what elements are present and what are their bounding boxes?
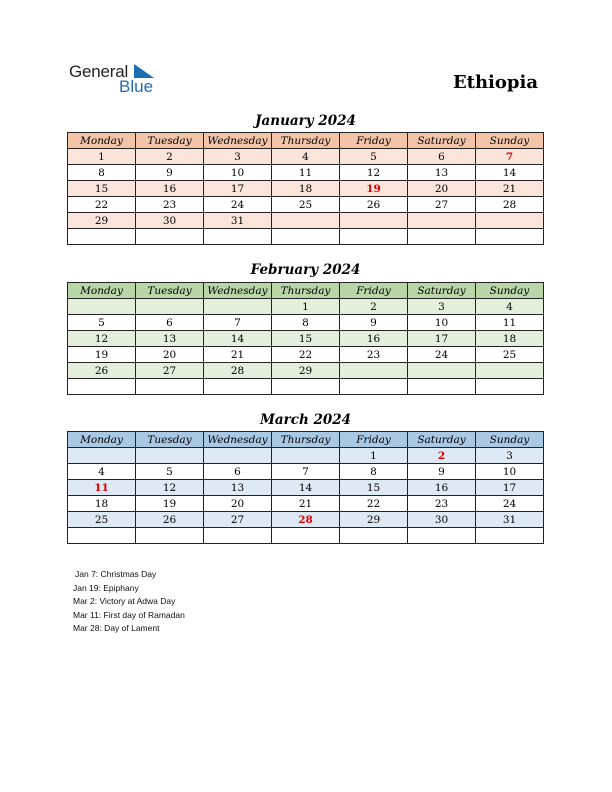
day-cell: 28 <box>272 512 340 528</box>
day-cell: 12 <box>340 165 408 181</box>
day-cell <box>204 528 272 544</box>
day-cell <box>408 379 476 395</box>
week-row <box>68 181 544 197</box>
calendar-march <box>67 431 544 544</box>
day-cell: 16 <box>408 480 476 496</box>
day-cell <box>136 299 204 315</box>
day-cell: 10 <box>476 464 544 480</box>
day-cell: 4 <box>272 149 340 165</box>
day-cell: 29 <box>272 363 340 379</box>
day-cell: 26 <box>68 363 136 379</box>
day-cell: 18 <box>272 181 340 197</box>
weekday-header: Tuesday <box>136 283 204 299</box>
day-cell: 13 <box>204 480 272 496</box>
day-cell: 10 <box>204 165 272 181</box>
day-cell: 24 <box>476 496 544 512</box>
weekday-header: Wednesday <box>204 283 272 299</box>
holiday-note: Jan 7: Christmas Day <box>75 569 157 579</box>
day-cell: 21 <box>272 496 340 512</box>
weekday-header: Friday <box>340 133 408 149</box>
day-cell: 18 <box>68 496 136 512</box>
day-cell <box>136 528 204 544</box>
day-cell: 1 <box>272 299 340 315</box>
day-cell: 11 <box>272 165 340 181</box>
week-row <box>68 528 544 544</box>
day-cell: 11 <box>476 315 544 331</box>
day-cell: 4 <box>476 299 544 315</box>
week-row <box>68 331 544 347</box>
day-cell <box>136 229 204 245</box>
day-cell: 22 <box>340 496 408 512</box>
day-cell: 3 <box>408 299 476 315</box>
day-cell: 20 <box>408 181 476 197</box>
weekday-header: Sunday <box>476 432 544 448</box>
holiday-note: Mar 28: Day of Lament <box>73 623 160 633</box>
day-cell: 28 <box>476 197 544 213</box>
day-cell <box>340 213 408 229</box>
day-cell: 25 <box>476 347 544 363</box>
day-cell: 27 <box>136 363 204 379</box>
day-cell: 28 <box>204 363 272 379</box>
month-title-march: March 2024 <box>259 412 352 428</box>
day-cell: 7 <box>272 464 340 480</box>
day-cell: 1 <box>340 448 408 464</box>
weekday-header: Monday <box>68 133 136 149</box>
day-cell: 5 <box>340 149 408 165</box>
day-cell: 12 <box>68 331 136 347</box>
weekday-header: Wednesday <box>204 432 272 448</box>
week-row <box>68 213 544 229</box>
calendar-body <box>68 149 544 245</box>
day-cell: 7 <box>204 315 272 331</box>
week-row <box>68 480 544 496</box>
day-cell <box>204 448 272 464</box>
day-cell: 29 <box>340 512 408 528</box>
day-cell <box>272 379 340 395</box>
day-cell <box>68 379 136 395</box>
day-cell <box>68 448 136 464</box>
day-cell: 23 <box>340 347 408 363</box>
day-cell <box>476 213 544 229</box>
day-cell <box>68 229 136 245</box>
day-cell: 20 <box>136 347 204 363</box>
week-row <box>68 149 544 165</box>
day-cell <box>204 299 272 315</box>
day-cell: 31 <box>204 213 272 229</box>
weekday-header: Friday <box>340 432 408 448</box>
week-row <box>68 229 544 245</box>
day-cell: 15 <box>340 480 408 496</box>
weekday-header: Wednesday <box>204 133 272 149</box>
week-row <box>68 363 544 379</box>
week-row <box>68 379 544 395</box>
week-row <box>68 448 544 464</box>
day-cell <box>136 448 204 464</box>
day-cell: 3 <box>204 149 272 165</box>
day-cell: 21 <box>204 347 272 363</box>
day-cell: 2 <box>136 149 204 165</box>
day-cell: 22 <box>272 347 340 363</box>
day-cell <box>68 299 136 315</box>
day-cell: 26 <box>340 197 408 213</box>
day-cell <box>476 528 544 544</box>
weekday-header: Saturday <box>408 133 476 149</box>
country-title: Ethiopia <box>452 72 538 93</box>
day-cell: 8 <box>340 464 408 480</box>
day-cell: 9 <box>136 165 204 181</box>
day-cell: 25 <box>272 197 340 213</box>
day-cell <box>408 363 476 379</box>
day-cell <box>476 229 544 245</box>
day-cell: 11 <box>68 480 136 496</box>
day-cell: 27 <box>408 197 476 213</box>
day-cell <box>272 528 340 544</box>
day-cell: 8 <box>68 165 136 181</box>
day-cell <box>340 229 408 245</box>
day-cell: 19 <box>136 496 204 512</box>
day-cell: 10 <box>408 315 476 331</box>
day-cell: 23 <box>408 496 476 512</box>
month-title-january: January 2024 <box>255 113 356 129</box>
day-cell: 16 <box>340 331 408 347</box>
day-cell: 14 <box>204 331 272 347</box>
day-cell: 3 <box>476 448 544 464</box>
day-cell: 24 <box>408 347 476 363</box>
calendar-february <box>67 282 544 395</box>
day-cell: 30 <box>408 512 476 528</box>
day-cell <box>272 213 340 229</box>
calendar-body <box>68 299 544 395</box>
day-cell <box>408 528 476 544</box>
day-cell <box>408 229 476 245</box>
day-cell: 13 <box>136 331 204 347</box>
day-cell: 17 <box>408 331 476 347</box>
day-cell: 16 <box>136 181 204 197</box>
day-cell: 9 <box>408 464 476 480</box>
weekday-header-row <box>68 432 544 448</box>
calendar-body <box>68 448 544 544</box>
logo-word-blue: Blue <box>119 77 154 96</box>
holiday-notes <box>73 568 185 636</box>
holiday-note: Mar 11: First day of Ramadan <box>73 609 185 620</box>
weekday-header: Monday <box>68 283 136 299</box>
weekday-header: Tuesday <box>136 432 204 448</box>
holiday-note: Mar 2: Victory at Adwa Day <box>73 596 176 606</box>
week-row <box>68 299 544 315</box>
day-cell: 19 <box>340 181 408 197</box>
weekday-header: Thursday <box>272 432 340 448</box>
day-cell: 29 <box>68 213 136 229</box>
day-cell: 17 <box>204 181 272 197</box>
weekday-header: Friday <box>340 283 408 299</box>
day-cell <box>340 528 408 544</box>
week-row <box>68 315 544 331</box>
day-cell: 24 <box>204 197 272 213</box>
day-cell: 22 <box>68 197 136 213</box>
day-cell: 14 <box>272 480 340 496</box>
day-cell: 1 <box>68 149 136 165</box>
day-cell <box>136 379 204 395</box>
day-cell: 7 <box>476 149 544 165</box>
day-cell <box>408 213 476 229</box>
day-cell <box>68 528 136 544</box>
day-cell <box>272 229 340 245</box>
day-cell: 23 <box>136 197 204 213</box>
day-cell: 15 <box>68 181 136 197</box>
day-cell: 27 <box>204 512 272 528</box>
day-cell: 20 <box>204 496 272 512</box>
week-row <box>68 347 544 363</box>
week-row <box>68 165 544 181</box>
logo-word-general: General <box>69 62 129 81</box>
day-cell: 18 <box>476 331 544 347</box>
day-cell: 6 <box>136 315 204 331</box>
weekday-header: Monday <box>68 432 136 448</box>
day-cell: 13 <box>408 165 476 181</box>
day-cell <box>340 363 408 379</box>
week-row <box>68 496 544 512</box>
weekday-header: Sunday <box>476 283 544 299</box>
week-row <box>68 512 544 528</box>
day-cell <box>204 229 272 245</box>
day-cell: 17 <box>476 480 544 496</box>
weekday-header: Saturday <box>408 283 476 299</box>
weekday-header: Thursday <box>272 283 340 299</box>
day-cell: 21 <box>476 181 544 197</box>
day-cell <box>272 448 340 464</box>
day-cell <box>476 379 544 395</box>
day-cell: 12 <box>136 480 204 496</box>
day-cell <box>340 379 408 395</box>
holiday-note: Jan 19: Epiphany <box>73 582 139 593</box>
weekday-header: Sunday <box>476 133 544 149</box>
week-row <box>68 197 544 213</box>
day-cell: 2 <box>340 299 408 315</box>
day-cell: 9 <box>340 315 408 331</box>
day-cell: 14 <box>476 165 544 181</box>
weekday-header: Tuesday <box>136 133 204 149</box>
calendar-january <box>67 132 544 245</box>
day-cell: 26 <box>136 512 204 528</box>
day-cell: 4 <box>68 464 136 480</box>
day-cell: 6 <box>408 149 476 165</box>
weekday-header-row <box>68 283 544 299</box>
day-cell <box>204 379 272 395</box>
day-cell: 5 <box>136 464 204 480</box>
day-cell: 19 <box>68 347 136 363</box>
day-cell: 5 <box>68 315 136 331</box>
month-title-february: February 2024 <box>250 262 361 278</box>
day-cell: 25 <box>68 512 136 528</box>
day-cell: 6 <box>204 464 272 480</box>
day-cell: 2 <box>408 448 476 464</box>
brand-logo <box>69 62 159 96</box>
day-cell <box>476 363 544 379</box>
day-cell: 8 <box>272 315 340 331</box>
flag-icon <box>134 64 154 78</box>
weekday-header-row <box>68 133 544 149</box>
day-cell: 15 <box>272 331 340 347</box>
weekday-header: Thursday <box>272 133 340 149</box>
week-row <box>68 464 544 480</box>
weekday-header: Saturday <box>408 432 476 448</box>
day-cell: 30 <box>136 213 204 229</box>
day-cell: 31 <box>476 512 544 528</box>
